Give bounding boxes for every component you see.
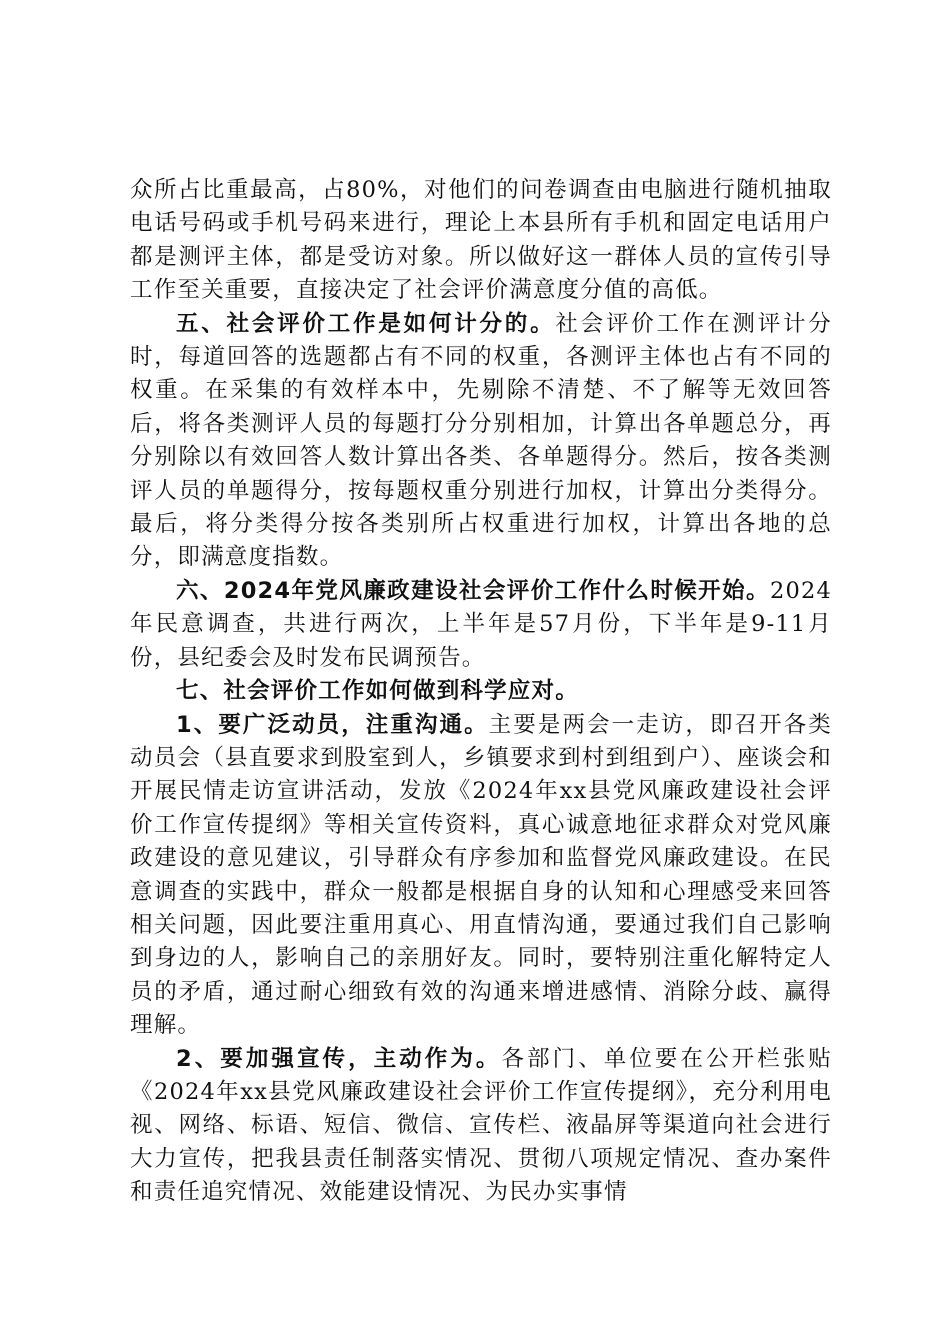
document-body [130,174,832,1210]
paragraph-section-5 [130,308,832,575]
item-1-heading: 1、要广泛动员，注重沟通。 [176,711,489,738]
section-5-heading: 五、社会评价工作是如何计分的。 [176,310,556,337]
section-5-text: 社会评价工作在测评计分时，每道回答的选题都占有不同的权重，各测评主体也占有不同的权重。在采集的有效样本中，先剔除不清楚、不了解等无效回答后，将各类测评人员的每题打分分别相加，计算出各单题总分，再分别除以有效回答人数计算出各类、各单题得分。然后，按各类测评人员的单题得分，按每题权重分别进行加权，计算出分类得分。最后，将分类得分按各类别所占权重进行加权，计算出各地的总分，即满意度指数。 [130,310,832,571]
paragraph-section-7 [130,675,832,708]
section-7-heading: 七、社会评价工作如何做到科学应对。 [176,678,579,705]
item-2-heading: 2、要加强宣传，主动作为。 [176,1045,502,1072]
paragraph-1 [130,174,832,308]
paragraph-item-2 [130,1043,832,1210]
paragraph-1-text: 众所占比重最高，占80%，对他们的问卷调查由电脑进行随机抽取电话号码或手机号码来进行，理论上本县所有手机和固定电话用户都是测评主体，都是受访对象。所以做好这一群体人员的宣传引导工作至关重要，直接决定了社会评价满意度分值的高低。 [130,177,832,304]
paragraph-item-1 [130,709,832,1043]
item-2-text: 各部门、单位要在公开栏张贴《2024年xx县党风廉政建设社会评价工作宣传提纲》，充分利用电视、网络、标语、短信、微信、宣传栏、液晶屏等渠道向社会进行大力宣传，把我县责任制落实情况、贯彻八项规定情况、查办案件和责任追究情况、效能建设情况、为民办实事情 [130,1045,832,1206]
section-6-text: 2024年民意调查，共进行两次，上半年是57月份，下半年是9-11月份，县纪委会及时发布民调预告。 [130,577,832,671]
item-1-text: 主要是两会一走访，即召开各类动员会（县直要求到股室到人，乡镇要求到村到组到户）、座谈会和开展民情走访宣讲活动，发放《2024年xx县党风廉政建设社会评价工作宣传提纲》等相关宣传资料，真心诚意地征求群众对党风廉政建设的意见建议，引导群众有序参加和监督党风廉政建设。在民意调查的实践中，群众一般都是根据自身的认知和心理感受来回答相关问题，因此要注重用真心、用直情沟通，要通过我们自己影响到身边的人，影响自己的亲朋好友。同时，要特别注重化解特定人员的矛盾，通过耐心细致有效的沟通来增进感情、消除分歧、赢得理解。 [130,711,832,1039]
paragraph-section-6 [130,575,832,675]
section-6-heading: 六、2024年党风廉政建设社会评价工作什么时候开始。 [176,577,770,604]
